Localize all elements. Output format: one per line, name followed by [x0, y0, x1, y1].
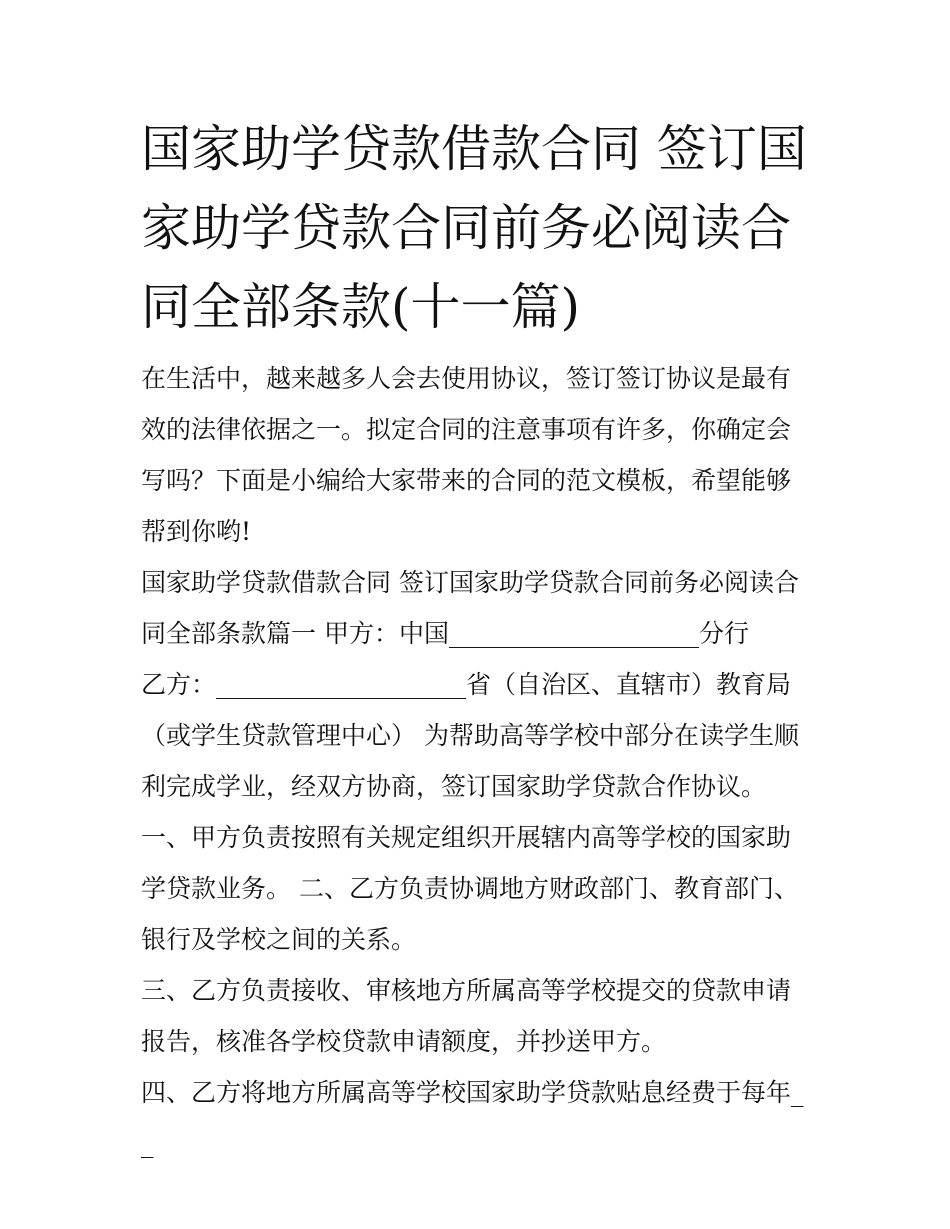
- paragraph-clause-4: 四、乙方将地方所属高等学校国家助学贷款贴息经费于每年__: [141, 1078, 804, 1158]
- paragraph-party-b: 乙方：____________________省（自治区、直辖市）教育局（或学生贷款管理中心） 为帮助高等学校中部分在读学生顺利完成学业，经双方协商，签订国家助学贷款合作协议。: [141, 670, 799, 801]
- document-page: [141, 110, 813, 1169]
- paragraph-clause-3: 三、乙方负责接收、审核地方所属高等学校提交的贷款申请报告，核准各学校贷款申请额度，并抄送甲方。: [141, 976, 792, 1056]
- paragraph-clause-1-2: 一、甲方负责按照有关规定组织开展辖内高等学校的国家助学贷款业务。 二、乙方负责协调地方财政部门、教育部门、银行及学校之间的关系。: [141, 823, 799, 954]
- document-title: 国家助学贷款借款合同 签订国家助学贷款合同前务必阅读合同全部条款(十一篇): [141, 120, 807, 336]
- paragraph-intro: 在生活中，越来越多人会去使用协议，签订签订协议是最有效的法律依据之一。拟定合同的注意事项有许多，你确定会写吗？下面是小编给大家带来的合同的范文模板，希望能够帮到你哟!: [141, 364, 792, 546]
- paragraph-contract-heading: 国家助学贷款借款合同 签订国家助学贷款合同前务必阅读合同全部条款篇一 甲方：中国____________________分行: [141, 568, 799, 648]
- document-body: [141, 353, 813, 1169]
